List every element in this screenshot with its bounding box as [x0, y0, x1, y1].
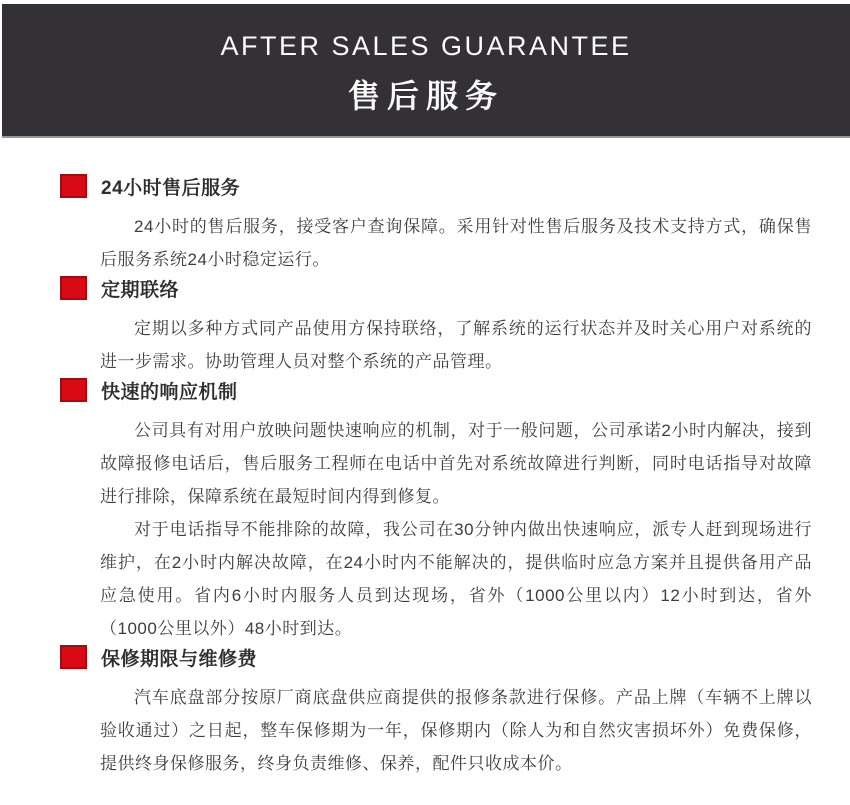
- header-banner: [2, 4, 850, 138]
- section-fast-response: [0, 378, 850, 645]
- section-heading-row: [60, 276, 850, 300]
- section-paragraph: 汽车底盘部分按原厂商底盘供应商提供的报修条款进行保修。产品上牌（车辆不上牌以验收通过）之日起，整车保修期为一年，保修期内（除人为和自然灾害损坏外）免费保修，提供终身保修服务，终身负责维修、保养，配件只收成本价。: [100, 688, 812, 773]
- red-square-bullet: [60, 174, 87, 198]
- content: [0, 138, 850, 780]
- section-heading: 定期联络: [101, 279, 180, 301]
- section-heading-row: [60, 378, 850, 402]
- red-square-bullet: [60, 645, 87, 669]
- section-paragraph: 对于电话指导不能排除的故障，我公司在30分钟内做出快速响应，派专人赶到现场进行维护，在2小时内解决故障，在24小时内不能解决的，提供临时应急方案并且提供备用产品应急使用。省内6小时内服务人员到达现场，省外（1000公里以内）12小时到达，省外（1000公里以外）48小时到达。: [100, 520, 812, 638]
- section-heading: 快速的响应机制: [101, 381, 238, 403]
- section-heading-row: [60, 645, 850, 669]
- section-heading: 24小时售后服务: [101, 177, 241, 199]
- red-square-bullet: [60, 276, 87, 300]
- section-heading-row: [60, 174, 850, 198]
- section-paragraph: 24小时的售后服务，接受客户查询保障。采用针对性售后服务及技术支持方式，确保售后服务系统24小时稳定运行。: [100, 217, 812, 269]
- section-heading: 保修期限与维修费: [101, 648, 258, 670]
- section-paragraph: 公司具有对用户放映问题快速响应的机制，对于一般问题，公司承诺2小时内解决，接到故障报修电话后，售后服务工程师在电话中首先对系统故障进行判断，同时电话指导对故障进行排除，保障系统在最短时间内得到修复。: [100, 421, 812, 506]
- section-warranty: [0, 645, 850, 780]
- section-24h-service: [0, 174, 850, 276]
- section-regular-contact: [0, 276, 850, 378]
- header-title-zh: 售后服务: [347, 77, 504, 114]
- red-square-bullet: [60, 378, 87, 402]
- section-paragraph: 定期以多种方式同产品使用方保持联络，了解系统的运行状态并及时关心用户对系统的进一步需求。协助管理人员对整个系统的产品管理。: [100, 319, 812, 371]
- header-title-en: AFTER SALES GUARANTEE: [220, 31, 632, 61]
